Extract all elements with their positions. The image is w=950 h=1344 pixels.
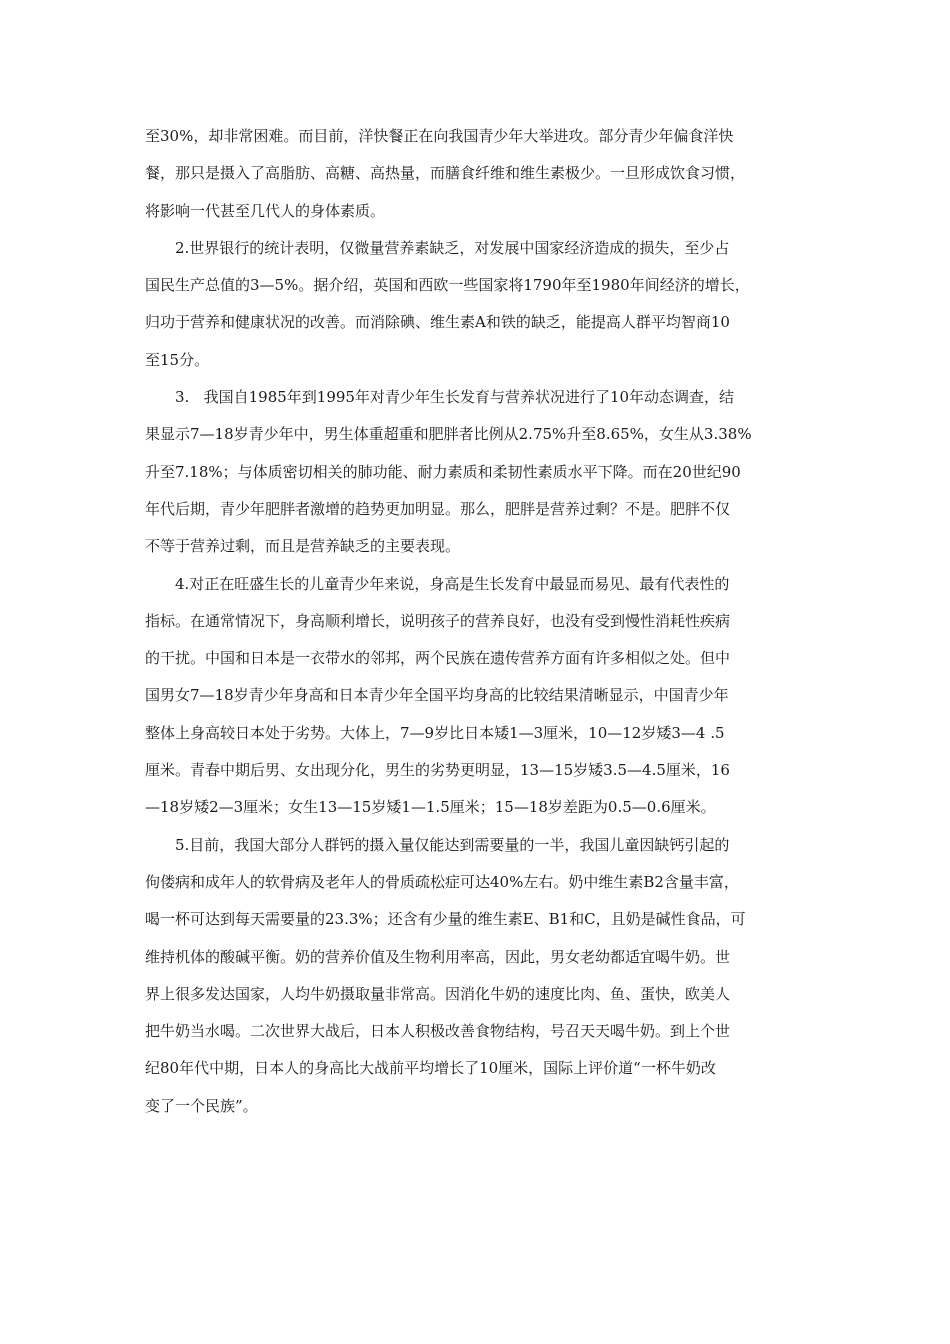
text-line: 至30%，却非常困难。而目前，洋快餐正在向我国青少年大举进攻。部分青少年偏食洋快 <box>145 127 734 145</box>
text-line: 国男女7—18岁青少年身高和日本青少年全国平均身高的比较结果清晰显示，中国青少年 <box>145 686 729 705</box>
paragraph-3 <box>145 379 810 565</box>
text-line: 喝一杯可达到每天需要量的23.3%；还含有少量的维生素E、B1和C，且奶是碱性食品，可 <box>145 910 746 929</box>
paragraph-4 <box>145 566 810 827</box>
text-line: 佝偻病和成年人的软骨病及老年人的骨质疏松症可达40%左右。奶中维生素B2含量丰富， <box>145 872 739 891</box>
text-line: 年代后期，青少年肥胖者激增的趋势更加明显。那么，肥胖是营养过剩？不是。肥胖不仅 <box>145 499 731 518</box>
text-line: 把牛奶当水喝。二次世界大战后，日本人积极改善食物结构，号召天天喝牛奶。到上个世 <box>145 1022 731 1041</box>
text-line: 4.对正在旺盛生长的儿童青少年来说，身高是生长发育中最显而易见、最有代表性的 <box>175 574 730 593</box>
text-line: 将影响一代甚至几代人的身体素质。 <box>145 201 386 220</box>
text-line: —18岁矮2—3厘米；女生13—15岁矮1—1.5厘米；15—18岁差距为0.5—0.6厘米。 <box>145 798 716 817</box>
text-line: 果显示7—18岁青少年中，男生体重超重和肥胖者比例从2.75%升至8.65%，女生从3.38% <box>145 425 752 444</box>
text-line: 整体上身高较日本处于劣势。大体上，7—9岁比日本矮1—3厘米，10—12岁矮3—4 .5 <box>145 723 725 742</box>
text-line: 升至7.18%；与体质密切相关的肺功能、耐力素质和柔韧性素质水平下降。而在20世纪90 <box>145 462 741 481</box>
text-line: 厘米。青春中期后男、女出现分化，男生的劣势更明显，13—15岁矮3.5—4.5厘米，16 <box>145 761 730 780</box>
text-line: 归功于营养和健康状况的改善。而消除碘、维生素A和铁的缺乏，能提高人群平均智商10 <box>145 313 730 332</box>
paragraph-2 <box>145 230 810 379</box>
document-body <box>145 118 810 1125</box>
text-line: 纪80年代中期，日本人的身高比大战前平均增长了10厘米，国际上评价道“一杯牛奶改 <box>145 1059 716 1078</box>
text-line: 指标。在通常情况下，身高顺利增长，说明孩子的营养良好，也没有受到慢性消耗性疾病 <box>145 611 731 630</box>
text-line: 3. 我国自1985年到1995年对青少年生长发育与营养状况进行了10年动态调查，结 <box>175 388 735 407</box>
text-line: 不等于营养过剩，而且是营养缺乏的主要表现。 <box>145 537 461 556</box>
paragraph-continued <box>145 118 810 230</box>
text-line: 5.目前，我国大部分人群钙的摄入量仅能达到需要量的一半，我国儿童因缺钙引起的 <box>175 835 730 854</box>
text-line: 界上很多发达国家，人均牛奶摄取量非常高。因消化牛奶的速度比肉、鱼、蛋快，欧美人 <box>145 984 731 1003</box>
text-line: 国民生产总值的3—5%。据介绍，英国和西欧一些国家将1790年至1980年间经济的增长， <box>145 276 750 295</box>
text-line: 维持机体的酸碱平衡。奶的营养价值及生物利用率高，因此，男女老幼都适宜喝牛奶。世 <box>145 947 731 966</box>
paragraph-5 <box>145 827 810 1125</box>
text-line: 至15分。 <box>145 350 210 369</box>
text-line: 的干扰。中国和日本是一衣带水的邻邦，两个民族在遗传营养方面有许多相似之处。但中 <box>145 649 731 668</box>
text-line: 2.世界银行的统计表明，仅微量营养素缺乏，对发展中国家经济造成的损失，至少占 <box>175 238 730 257</box>
text-line: 餐，那只是摄入了高脂肪、高糖、高热量，而膳食纤维和维生素极少。一旦形成饮食习惯， <box>145 164 746 183</box>
text-line: 变了一个民族”。 <box>145 1096 258 1115</box>
